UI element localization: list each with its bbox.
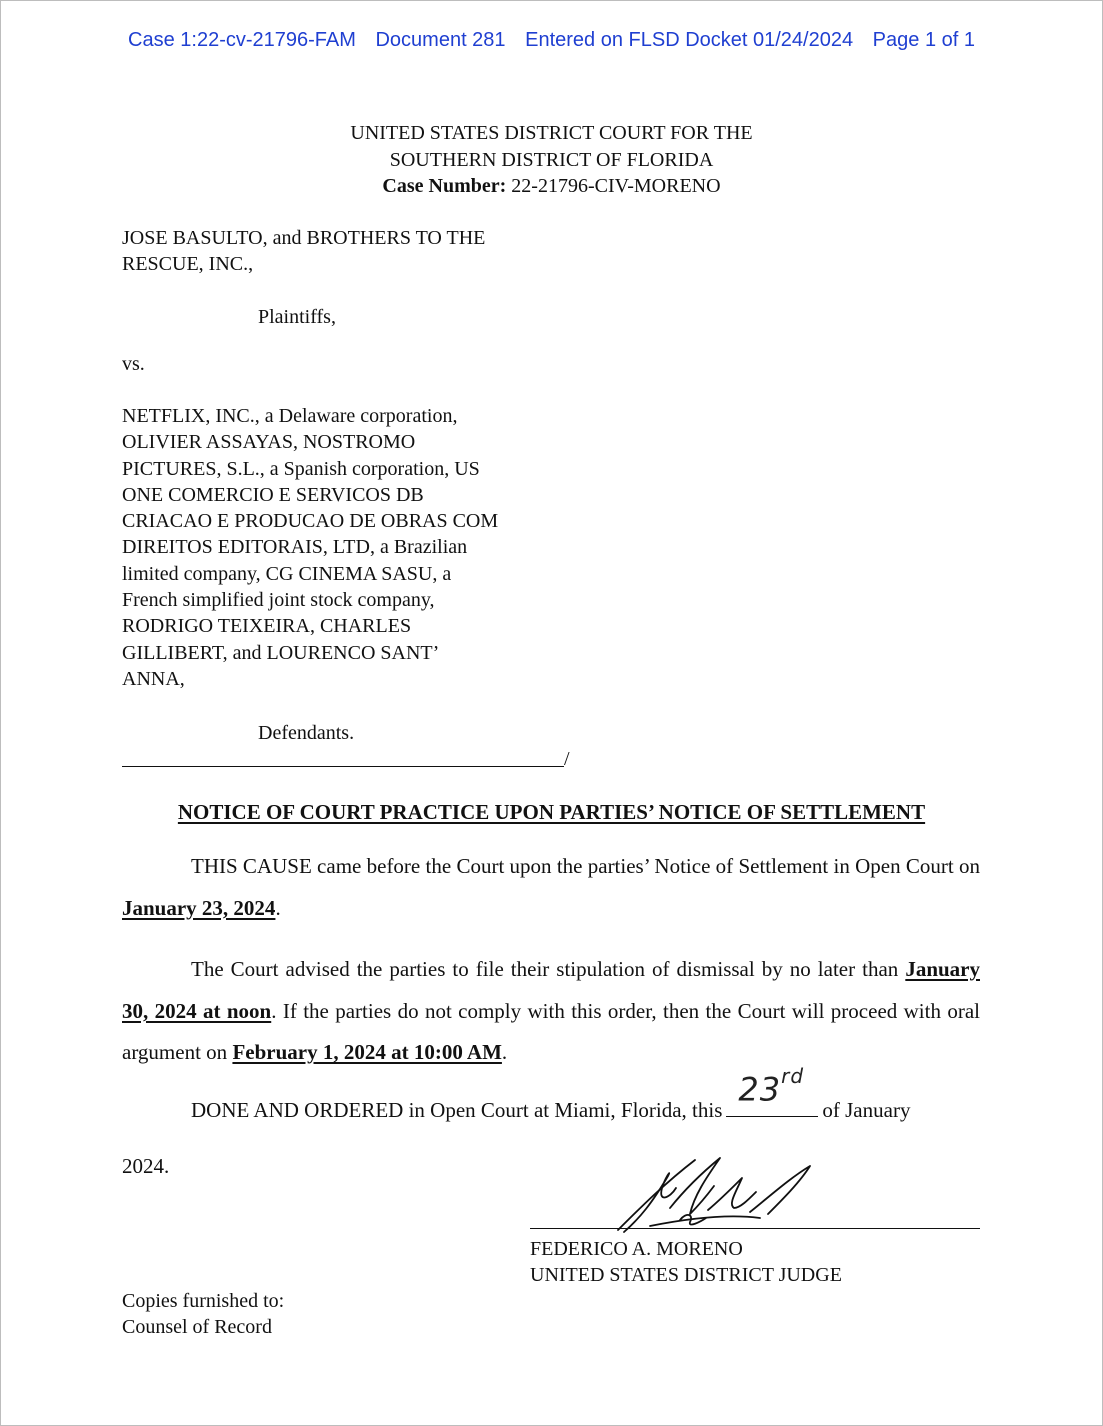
defendants-names: NETFLIX, INC., a Delaware corporation, OLIVIER ASSAYAS, NOSTROMO PICTURES, S.L., a Spanish corporation, US ONE COMERCIO E SERVICOS DB CRIACAO E PRODUCAO DE OBRAS COM DIREITOS EDITORAIS, LTD, a Brazilian limited company, CG CINEMA SASU, a French simplified joint stock company, RODRIGO TEIXEIRA, CHARLES GILLIBERT, and LOURENCO SANT’ ANNA, [122, 405, 499, 690]
defendants-label: Defendants. [258, 722, 355, 744]
paragraph-settlement-text: THIS CAUSE came before the Court upon the parties’ Notice of Settlement in Open Court on [191, 854, 980, 878]
dismissal-deadline: January 30, 2024 at noon [122, 957, 980, 1023]
handwritten-day [738, 1064, 805, 1109]
copies-line2: Counsel of Record [122, 1316, 272, 1339]
handwritten-day-number: 23 [738, 1070, 782, 1109]
docket-page-number: Page 1 of 1 [872, 29, 975, 51]
signature-line [530, 1228, 980, 1229]
versus-label: vs. [122, 353, 145, 375]
paragraph-deadline [122, 949, 980, 1074]
case-number-line [0, 173, 1103, 200]
settlement-date: January 23, 2024 [122, 895, 276, 920]
date-blank [726, 1064, 818, 1117]
case-number-label: Case Number: [382, 175, 507, 197]
done-and-ordered-text: DONE AND ORDERED in Open Court at Miami, Florida, this [191, 1098, 723, 1122]
done-year: 2024. [122, 1154, 170, 1178]
docket-entry-date: Entered on FLSD Docket 01/24/2024 [525, 29, 854, 51]
paragraph-deadline-text-b: . If the parties do not comply with this order, then the Court will proceed with oral argument on [122, 998, 980, 1064]
judge-name: FEDERICO A. MORENO [530, 1238, 743, 1260]
docket-case-number: Case 1:22-cv-21796-FAM [128, 29, 356, 51]
docket-header [0, 29, 1103, 52]
oral-argument-date: February 1, 2024 at 10:00 AM [232, 1040, 502, 1064]
court-name-line1: UNITED STATES DISTRICT COURT FOR THE [350, 122, 753, 144]
caption-slash: / [564, 748, 570, 770]
copies-furnished [122, 1288, 284, 1341]
judge-signature-image [610, 1148, 830, 1238]
case-number: 22-21796-CIV-MORENO [511, 175, 721, 197]
judge-title: UNITED STATES DISTRICT JUDGE [530, 1264, 842, 1287]
handwritten-day-suffix: rd [781, 1064, 805, 1088]
docket-document-number: Document 281 [375, 29, 506, 51]
judge-block [530, 1236, 842, 1289]
paragraph-end-period: . [501, 1040, 508, 1064]
notice-title: NOTICE OF COURT PRACTICE UPON PARTIES’ NOTICE OF SETTLEMENT [177, 800, 926, 824]
caption-divider [122, 766, 564, 767]
court-caption [0, 120, 1103, 200]
copies-line1: Copies furnished to: [122, 1290, 285, 1312]
done-month: of January [822, 1098, 911, 1122]
plaintiffs-label: Plaintiffs, [258, 306, 336, 328]
done-and-ordered-line [191, 1064, 911, 1123]
paragraph-settlement [122, 846, 980, 929]
paragraph-end-period: . [275, 895, 281, 920]
plaintiffs-names: JOSE BASULTO, and BROTHERS TO THE RESCUE, INC., [122, 227, 486, 276]
court-name-line2: SOUTHERN DISTRICT OF FLORIDA [389, 148, 714, 171]
paragraph-deadline-text-a: The Court advised the parties to file their stipulation of dismissal by no later than [191, 957, 906, 981]
